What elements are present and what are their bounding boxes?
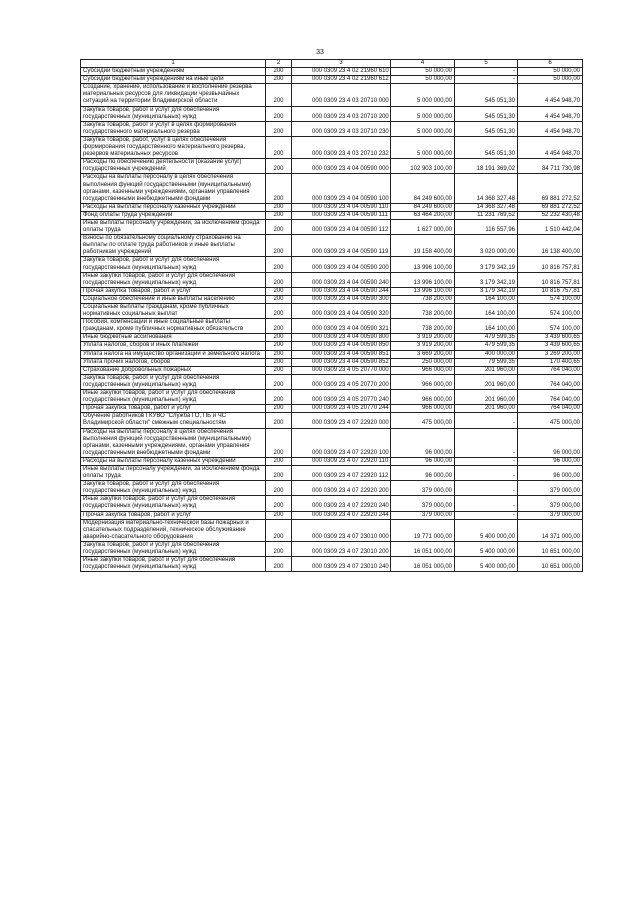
row-executed: 5 400 000,00	[455, 519, 518, 541]
row-approved: 966 000,00	[391, 366, 455, 374]
row-executed: 479 599,35	[455, 342, 518, 350]
row-remainder: 4 454 948,70	[518, 121, 583, 136]
table-row	[81, 121, 583, 136]
row-name: Страхование добровольных пожарных	[81, 366, 266, 374]
row-code: 200	[266, 235, 292, 257]
table-row	[81, 374, 583, 389]
row-executed: -	[455, 457, 518, 465]
row-remainder: 69 881 272,52	[518, 203, 583, 211]
row-executed: 116 557,96	[455, 219, 518, 234]
column-header: 4	[391, 60, 455, 68]
table-row	[81, 136, 583, 158]
row-code: 200	[266, 203, 292, 211]
row-kbk: 000 0309 23 4 04 00590 000	[292, 159, 391, 174]
row-name: Иные выплаты персоналу учреждений, за исключением фонда оплаты труда	[81, 465, 266, 480]
row-name: Закупка товаров, работ и услуг для обеспечения государственных (муниципальных) нужд	[81, 481, 266, 496]
row-remainder: 574 100,00	[518, 319, 583, 334]
row-approved: 84 249 600,00	[391, 174, 455, 203]
row-remainder: 574 100,00	[518, 304, 583, 319]
row-kbk: 000 0309 23 4 04 00590 110	[292, 203, 391, 211]
table-row	[81, 84, 583, 106]
table-row	[81, 541, 583, 556]
row-code: 200	[266, 287, 292, 295]
row-remainder: 96 000,00	[518, 428, 583, 457]
row-remainder: 69 881 272,52	[518, 174, 583, 203]
row-code: 200	[266, 358, 292, 366]
row-remainder: 379 000,00	[518, 481, 583, 496]
row-name: Субсидии бюджетным учреждениям на иные цели	[81, 76, 266, 84]
row-approved: 50 000,00	[391, 68, 455, 76]
table-row	[81, 235, 583, 257]
row-remainder: 10 816 757,81	[518, 272, 583, 287]
row-executed: 3 020 000,00	[455, 235, 518, 257]
row-executed: 3 179 342,19	[455, 287, 518, 295]
row-remainder: 14 371 000,00	[518, 519, 583, 541]
row-approved: 1 627 000,00	[391, 219, 455, 234]
row-name: Обучение работников ГКУВО "Служба ГО, ПБ и ЧС Владимирской области" смежным специальностям	[81, 413, 266, 428]
row-code: 200	[266, 350, 292, 358]
column-number-row	[81, 60, 583, 68]
row-code: 200	[266, 366, 292, 374]
row-name: Взносы по обязательному социальному страхованию на выплаты по оплате труда работников и иные выплаты работникам учреждений	[81, 235, 266, 257]
row-name: Расходы на выплаты персоналу казенных учреждений	[81, 457, 266, 465]
table-row	[81, 465, 583, 480]
page-number: 33	[316, 49, 324, 56]
row-code: 200	[266, 557, 292, 572]
row-code: 200	[266, 496, 292, 511]
row-approved: 379 000,00	[391, 511, 455, 519]
row-kbk: 000 0309 23 4 04 00590 321	[292, 319, 391, 334]
row-remainder: 50 000,00	[518, 76, 583, 84]
row-name: Иные закупки товаров, работ и услуг для обеспечения государственных (муниципальных) нужд	[81, 272, 266, 287]
row-remainder: 10 816 757,81	[518, 257, 583, 272]
table-row	[81, 304, 583, 319]
row-code: 200	[266, 319, 292, 334]
row-executed: 201 960,00	[455, 374, 518, 389]
row-remainder: 3 269 200,00	[518, 350, 583, 358]
row-name: Прочая закупка товаров, работ и услуг	[81, 511, 266, 519]
row-kbk: 000 0309 23 4 03 20710 000	[292, 84, 391, 106]
table-row	[81, 413, 583, 428]
row-approved: 738 200,00	[391, 319, 455, 334]
row-remainder: 379 000,00	[518, 511, 583, 519]
row-executed: 79 599,35	[455, 358, 518, 366]
table-row	[81, 457, 583, 465]
row-approved: 966 000,00	[391, 405, 455, 413]
row-remainder: 4 454 948,70	[518, 136, 583, 158]
row-code: 200	[266, 405, 292, 413]
row-name: Иные закупки товаров, работ и услуг для обеспечения государственных (муниципальных) нужд	[81, 390, 266, 405]
row-executed: 164 100,00	[455, 295, 518, 303]
row-approved: 102 903 100,00	[391, 159, 455, 174]
row-executed: -	[455, 413, 518, 428]
row-name: Иные закупки товаров, работ и услуг для обеспечения государственных (муниципальных) нужд	[81, 496, 266, 511]
table-row	[81, 272, 583, 287]
row-kbk: 000 0309 23 4 04 00590 800	[292, 334, 391, 342]
row-remainder: 52 232 430,48	[518, 211, 583, 219]
row-kbk: 000 0309 23 4 02 21960 610	[292, 68, 391, 76]
row-approved: 13 996 100,00	[391, 287, 455, 295]
row-code: 200	[266, 211, 292, 219]
row-code: 200	[266, 390, 292, 405]
row-approved: 16 051 000,00	[391, 557, 455, 572]
row-executed: 201 960,00	[455, 366, 518, 374]
row-remainder: 84 711 730,98	[518, 159, 583, 174]
row-approved: 96 000,00	[391, 428, 455, 457]
row-code: 200	[266, 136, 292, 158]
row-name: Уплата налогов, сборов и иных платежей	[81, 342, 266, 350]
row-name: Закупка товаров, работ и услуг для обеспечения государственных (муниципальных) нужд	[81, 106, 266, 121]
row-kbk: 000 0309 23 4 05 20770 244	[292, 405, 391, 413]
row-code: 200	[266, 219, 292, 234]
row-approved: 13 996 100,00	[391, 257, 455, 272]
row-approved: 96 000,00	[391, 465, 455, 480]
row-code: 200	[266, 295, 292, 303]
table-row	[81, 428, 583, 457]
row-name: Прочая закупка товаров, работ и услуг	[81, 405, 266, 413]
row-code: 200	[266, 84, 292, 106]
row-name: Социальные выплаты гражданам, кроме публичных нормативных социальных выплат	[81, 304, 266, 319]
row-executed: 400 000,00	[455, 350, 518, 358]
row-name: Фонд оплаты труда учреждений	[81, 211, 266, 219]
row-name: Прочая закупка товаров, работ и услуг	[81, 287, 266, 295]
row-kbk: 000 0309 23 4 04 00590 111	[292, 211, 391, 219]
row-approved: 5 000 000,00	[391, 106, 455, 121]
row-executed: 201 960,00	[455, 390, 518, 405]
row-kbk: 000 0309 23 4 04 00590 300	[292, 295, 391, 303]
row-approved: 63 464 200,00	[391, 211, 455, 219]
row-executed: 3 179 342,19	[455, 272, 518, 287]
row-kbk: 000 0309 23 4 07 22920 244	[292, 511, 391, 519]
row-approved: 5 000 000,00	[391, 84, 455, 106]
row-code: 200	[266, 76, 292, 84]
row-name: Иные бюджетные ассигнования	[81, 334, 266, 342]
row-remainder: 1 510 442,04	[518, 219, 583, 234]
row-approved: 19 771 000,00	[391, 519, 455, 541]
row-kbk: 000 0309 23 4 07 23010 240	[292, 557, 391, 572]
row-name: Закупка товаров, работ и услуг для обеспечения государственных (муниципальных) нужд	[81, 374, 266, 389]
row-kbk: 000 0309 23 4 02 21960 612	[292, 76, 391, 84]
table-row	[81, 342, 583, 350]
row-executed: 479 599,35	[455, 334, 518, 342]
row-code: 200	[266, 541, 292, 556]
row-remainder: 4 454 948,70	[518, 106, 583, 121]
row-kbk: 000 0309 23 4 04 00590 851	[292, 350, 391, 358]
row-executed: -	[455, 465, 518, 480]
row-code: 200	[266, 413, 292, 428]
row-kbk: 000 0309 23 4 05 20770 240	[292, 390, 391, 405]
row-name: Закупка товаров, работ и услуг для обеспечения государственных (муниципальных) нужд	[81, 541, 266, 556]
row-kbk: 000 0309 23 4 04 00590 850	[292, 342, 391, 350]
row-executed: 545 051,30	[455, 106, 518, 121]
row-kbk: 000 0309 23 4 04 00590 112	[292, 219, 391, 234]
row-code: 200	[266, 272, 292, 287]
row-name: Расходы на выплаты персоналу казенных учреждений	[81, 203, 266, 211]
column-header: 3	[292, 60, 391, 68]
row-code: 200	[266, 519, 292, 541]
table-row	[81, 106, 583, 121]
table-row	[81, 481, 583, 496]
table-row	[81, 519, 583, 541]
column-header: 2	[266, 60, 292, 68]
row-executed: 18 191 369,02	[455, 159, 518, 174]
row-name: Уплата прочих налогов, сборов	[81, 358, 266, 366]
row-code: 200	[266, 257, 292, 272]
row-executed: -	[455, 76, 518, 84]
row-remainder: 16 138 400,00	[518, 235, 583, 257]
row-name: Расходы по обеспечению деятельности (оказание услуг) государственных учреждений	[81, 159, 266, 174]
row-executed: 201 960,00	[455, 405, 518, 413]
row-approved: 5 000 000,00	[391, 136, 455, 158]
row-remainder: 96 000,00	[518, 465, 583, 480]
table-row	[81, 319, 583, 334]
row-code: 200	[266, 428, 292, 457]
row-executed: 5 400 000,00	[455, 541, 518, 556]
row-approved: 50 000,00	[391, 76, 455, 84]
table-row	[81, 174, 583, 203]
row-code: 200	[266, 121, 292, 136]
row-code: 200	[266, 68, 292, 76]
column-header: 5	[455, 60, 518, 68]
table-row	[81, 405, 583, 413]
budget-execution-table	[80, 59, 583, 572]
row-approved: 3 669 200,00	[391, 350, 455, 358]
row-approved: 738 200,00	[391, 304, 455, 319]
row-kbk: 000 0309 23 4 04 00590 320	[292, 304, 391, 319]
row-approved: 13 996 100,00	[391, 272, 455, 287]
row-kbk: 000 0309 23 4 07 23010 000	[292, 519, 391, 541]
row-name: Расходы на выплаты персоналу в целях обеспечения выполнения функций государственными (муниципальными) органами, казенными учреждениями, органами управления государственными внебюджетными фондами	[81, 428, 266, 457]
row-executed: 5 400 000,00	[455, 557, 518, 572]
row-executed: 545 051,30	[455, 136, 518, 158]
row-kbk: 000 0309 23 4 07 22920 200	[292, 481, 391, 496]
table-row	[81, 287, 583, 295]
row-executed: 3 179 342,19	[455, 257, 518, 272]
row-approved: 966 000,00	[391, 390, 455, 405]
row-executed: -	[455, 481, 518, 496]
row-approved: 19 158 400,00	[391, 235, 455, 257]
row-name: Закупка товаров, работ, услуг в целях обеспечения формирования государственного материального резерва, резервов материальных ресурсов	[81, 136, 266, 158]
row-approved: 96 000,00	[391, 457, 455, 465]
table-row	[81, 68, 583, 76]
table-row	[81, 76, 583, 84]
table-row	[81, 557, 583, 572]
row-kbk: 000 0309 23 4 04 00590 852	[292, 358, 391, 366]
row-executed: 545 051,30	[455, 84, 518, 106]
row-code: 200	[266, 481, 292, 496]
row-approved: 738 200,00	[391, 295, 455, 303]
row-approved: 379 000,00	[391, 481, 455, 496]
row-approved: 16 051 000,00	[391, 541, 455, 556]
row-kbk: 000 0309 23 4 04 00590 244	[292, 287, 391, 295]
row-code: 200	[266, 465, 292, 480]
row-executed: -	[455, 428, 518, 457]
row-kbk: 000 0309 23 4 07 22920 110	[292, 457, 391, 465]
row-kbk: 000 0309 23 4 03 20710 200	[292, 106, 391, 121]
table-row	[81, 366, 583, 374]
column-header: 6	[518, 60, 583, 68]
row-remainder: 10 651 000,00	[518, 557, 583, 572]
row-name: Субсидии бюджетным учреждениям	[81, 68, 266, 76]
row-approved: 5 000 000,00	[391, 121, 455, 136]
row-remainder: 10 816 757,81	[518, 287, 583, 295]
row-name: Закупка товаров, работ и услуг для обеспечения государственных (муниципальных) нужд	[81, 257, 266, 272]
row-executed: 14 368 327,48	[455, 203, 518, 211]
row-remainder: 3 439 600,65	[518, 342, 583, 350]
row-executed: -	[455, 68, 518, 76]
row-code: 200	[266, 457, 292, 465]
row-code: 200	[266, 106, 292, 121]
table-row	[81, 334, 583, 342]
row-name: Модернизация материально-технической базы пожарных и спасательных подразделений, техническое обслуживание аварийно-спасательного оборудования	[81, 519, 266, 541]
row-approved: 3 919 200,00	[391, 342, 455, 350]
row-remainder: 764 040,00	[518, 390, 583, 405]
row-kbk: 000 0309 23 4 07 22920 100	[292, 428, 391, 457]
row-approved: 84 249 600,00	[391, 203, 455, 211]
row-executed: 164 100,00	[455, 304, 518, 319]
row-name: Пособия, компенсации и иные социальные выплаты гражданам, кроме публичных нормативных обязательств	[81, 319, 266, 334]
row-approved: 250 000,00	[391, 358, 455, 366]
table-row	[81, 390, 583, 405]
row-remainder: 3 439 600,65	[518, 334, 583, 342]
row-remainder: 50 000,00	[518, 68, 583, 76]
row-executed: -	[455, 496, 518, 511]
row-kbk: 000 0309 23 4 04 00590 100	[292, 174, 391, 203]
table-row	[81, 219, 583, 234]
row-code: 200	[266, 511, 292, 519]
row-executed: 14 368 327,48	[455, 174, 518, 203]
row-kbk: 000 0309 23 4 03 20710 232	[292, 136, 391, 158]
row-approved: 379 000,00	[391, 496, 455, 511]
row-kbk: 000 0309 23 4 05 20770 200	[292, 374, 391, 389]
table-row	[81, 159, 583, 174]
row-remainder: 379 000,00	[518, 496, 583, 511]
row-code: 200	[266, 174, 292, 203]
table-row	[81, 350, 583, 358]
row-executed: -	[455, 511, 518, 519]
row-kbk: 000 0309 23 4 07 23010 200	[292, 541, 391, 556]
row-approved: 3 919 200,00	[391, 334, 455, 342]
row-name: Иные закупки товаров, работ и услуг для обеспечения государственных (муниципальных) нужд	[81, 557, 266, 572]
row-remainder: 4 454 948,70	[518, 84, 583, 106]
row-kbk: 000 0309 23 4 07 22920 000	[292, 413, 391, 428]
row-kbk: 000 0309 23 4 04 00590 200	[292, 257, 391, 272]
row-kbk: 000 0309 23 4 07 22920 240	[292, 496, 391, 511]
row-kbk: 000 0309 23 4 04 00590 240	[292, 272, 391, 287]
row-executed: 11 231 769,52	[455, 211, 518, 219]
table-row	[81, 358, 583, 366]
row-remainder: 764 040,00	[518, 405, 583, 413]
row-executed: 545 051,30	[455, 121, 518, 136]
row-name: Создание, хранение, использование и восполнение резерва материальных ресурсов для ликвидации чрезвычайных ситуаций на территории Владимирской области	[81, 84, 266, 106]
row-remainder: 764 040,00	[518, 374, 583, 389]
row-name: Иные выплаты персоналу учреждений, за исключением фонда оплаты труда	[81, 219, 266, 234]
row-code: 200	[266, 159, 292, 174]
row-remainder: 475 000,00	[518, 413, 583, 428]
row-name: Закупка товаров, работ и услуг в целях формирования государственного материального резерва	[81, 121, 266, 136]
table-row	[81, 203, 583, 211]
row-name: Социальное обеспечение и иные выплаты населению	[81, 295, 266, 303]
row-code: 200	[266, 374, 292, 389]
row-code: 200	[266, 304, 292, 319]
row-kbk: 000 0309 23 4 07 22920 112	[292, 465, 391, 480]
row-kbk: 000 0309 23 4 05 20770 000	[292, 366, 391, 374]
row-remainder: 10 651 000,00	[518, 541, 583, 556]
row-code: 200	[266, 342, 292, 350]
row-name: Расходы на выплаты персоналу в целях обеспечения выполнения функций государственными (муниципальными) органами, казенными учреждениями, органами управления государственными внебюджетными фондами	[81, 174, 266, 203]
row-executed: 164 100,00	[455, 319, 518, 334]
row-remainder: 96 000,00	[518, 457, 583, 465]
row-remainder: 764 040,00	[518, 366, 583, 374]
table-row	[81, 295, 583, 303]
row-kbk: 000 0309 23 4 04 00590 119	[292, 235, 391, 257]
table-row	[81, 211, 583, 219]
row-approved: 966 000,00	[391, 374, 455, 389]
table-row	[81, 511, 583, 519]
column-header: 1	[81, 60, 266, 68]
row-code: 200	[266, 334, 292, 342]
row-approved: 475 000,00	[391, 413, 455, 428]
table-row	[81, 496, 583, 511]
row-kbk: 000 0309 23 4 03 20710 230	[292, 121, 391, 136]
table-row	[81, 257, 583, 272]
row-name: Уплата налога на имущество организаций и земельного налога	[81, 350, 266, 358]
row-remainder: 574 100,00	[518, 295, 583, 303]
row-remainder: 170 400,65	[518, 358, 583, 366]
